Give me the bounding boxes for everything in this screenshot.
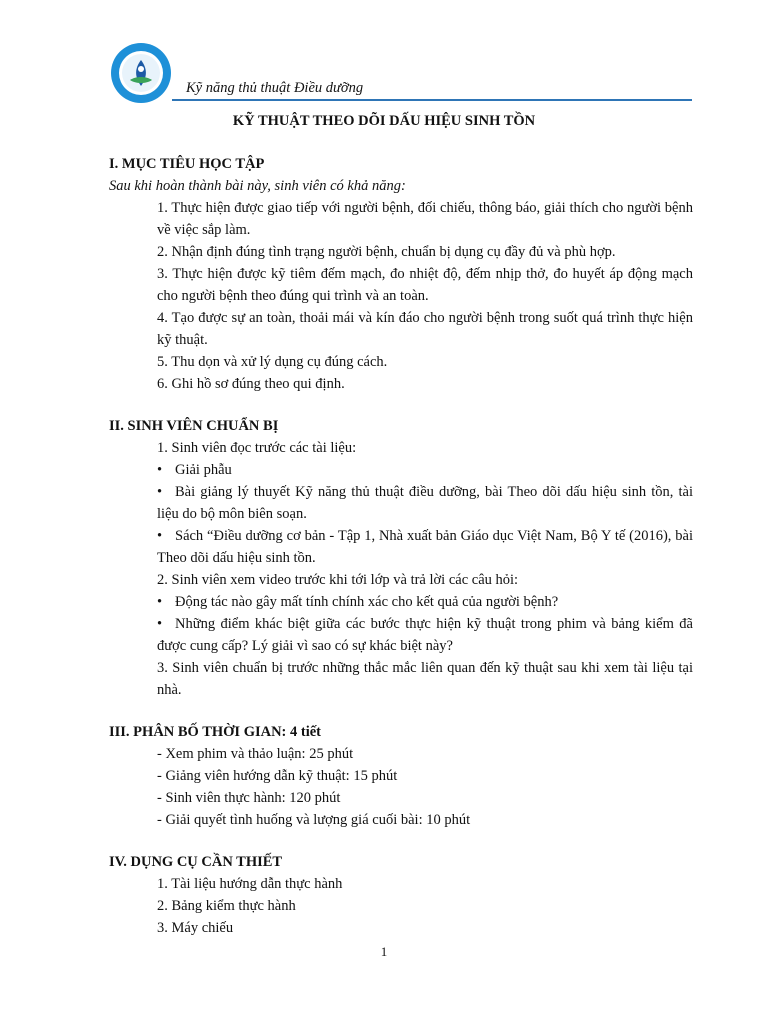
prep-item: 2. Sinh viên xem video trước khi tới lớp và trả lời các câu hỏi:: [157, 572, 519, 588]
section-1-intro: Sau khi hoàn thành bài này, sinh viên có khả năng:: [109, 178, 406, 194]
page-title: KỸ THUẬT THEO DÕI DẤU HIỆU SINH TỒN: [232, 113, 536, 129]
page-number: 1: [380, 944, 388, 959]
list-item-text: Giải phẫu: [175, 462, 232, 478]
list-item: [109, 525, 693, 569]
bullet-icon: •: [157, 594, 163, 610]
list-item: [109, 613, 693, 657]
time-item: - Xem phim và thảo luận: 25 phút: [157, 746, 354, 762]
list-item: [109, 481, 693, 525]
objective-item: 4. Tạo được sự an toàn, thoải mái và kín đáo cho người bệnh trong suốt quá trình thực hiện kỹ thuật.: [157, 310, 693, 348]
equipment-item: 3. Máy chiếu: [157, 920, 234, 936]
objective-item: 6. Ghi hồ sơ đúng theo qui định.: [157, 376, 345, 392]
bullet-icon: •: [157, 462, 163, 478]
time-item: - Giảng viên hướng dẫn kỹ thuật: 15 phút: [157, 768, 398, 784]
bullet-icon: •: [157, 484, 163, 500]
bullet-icon: •: [157, 528, 163, 544]
list-item-text: Sách “Điều dưỡng cơ bản - Tập 1, Nhà xuất bản Giáo dục Việt Nam, Bộ Y tế (2016), bài Theo dõi dấu hiệu sinh tồn.: [157, 528, 693, 566]
list-item-text: Những điểm khác biệt giữa các bước thực hiện kỹ thuật trong phim và bảng kiểm đã được cung cấp? Lý giải vì sao có sự khác biệt này?: [157, 616, 693, 654]
objective-item: 5. Thu dọn và xử lý dụng cụ đúng cách.: [157, 354, 388, 370]
objective-item: 2. Nhận định đúng tình trạng người bệnh, chuẩn bị dụng cụ đầy đủ và phù hợp.: [157, 244, 616, 260]
time-item: - Sinh viên thực hành: 120 phút: [157, 790, 341, 806]
document-body: [109, 153, 693, 939]
objective-item: 3. Thực hiện được kỹ tiêm đếm mạch, đo nhiệt độ, đếm nhịp thở, đo huyết áp động mạch cho người bệnh theo đúng qui trình và an toàn.: [157, 266, 693, 304]
school-logo: [110, 42, 172, 104]
equipment-item: 2. Bảng kiểm thực hành: [157, 898, 296, 914]
section-1-heading: I. MỤC TIÊU HỌC TẬP: [109, 156, 265, 172]
section-3-heading: III. PHÂN BỐ THỜI GIAN: 4 tiết: [109, 724, 322, 740]
section-4-heading: IV. DỤNG CỤ CẦN THIẾT: [109, 854, 283, 870]
time-item: - Giải quyết tình huống và lượng giá cuối bài: 10 phút: [157, 812, 471, 828]
objective-item: 1. Thực hiện được giao tiếp với người bệnh, đối chiếu, thông báo, giải thích cho người bệnh về việc sắp làm.: [157, 200, 693, 238]
section-2-heading: II. SINH VIÊN CHUẨN BỊ: [109, 418, 279, 434]
header-rule: [172, 99, 692, 101]
list-item: [109, 591, 693, 613]
header-text: Kỹ năng thủ thuật Điều dưỡng: [186, 80, 364, 96]
equipment-item: 1. Tài liệu hướng dẫn thực hành: [157, 876, 343, 892]
list-item-text: Bài giảng lý thuyết Kỹ năng thủ thuật điều dưỡng, bài Theo dõi dấu hiệu sinh tồn, tài liệu do bộ môn biên soạn.: [157, 484, 693, 522]
prep-item: 1. Sinh viên đọc trước các tài liệu:: [157, 440, 357, 456]
prep-item: 3. Sinh viên chuẩn bị trước những thắc mắc liên quan đến kỹ thuật sau khi xem tài liệu tại nhà.: [157, 660, 693, 698]
list-item-text: Động tác nào gây mất tính chính xác cho kết quả của người bệnh?: [175, 594, 559, 610]
bullet-icon: •: [157, 616, 163, 632]
list-item: [109, 459, 693, 481]
